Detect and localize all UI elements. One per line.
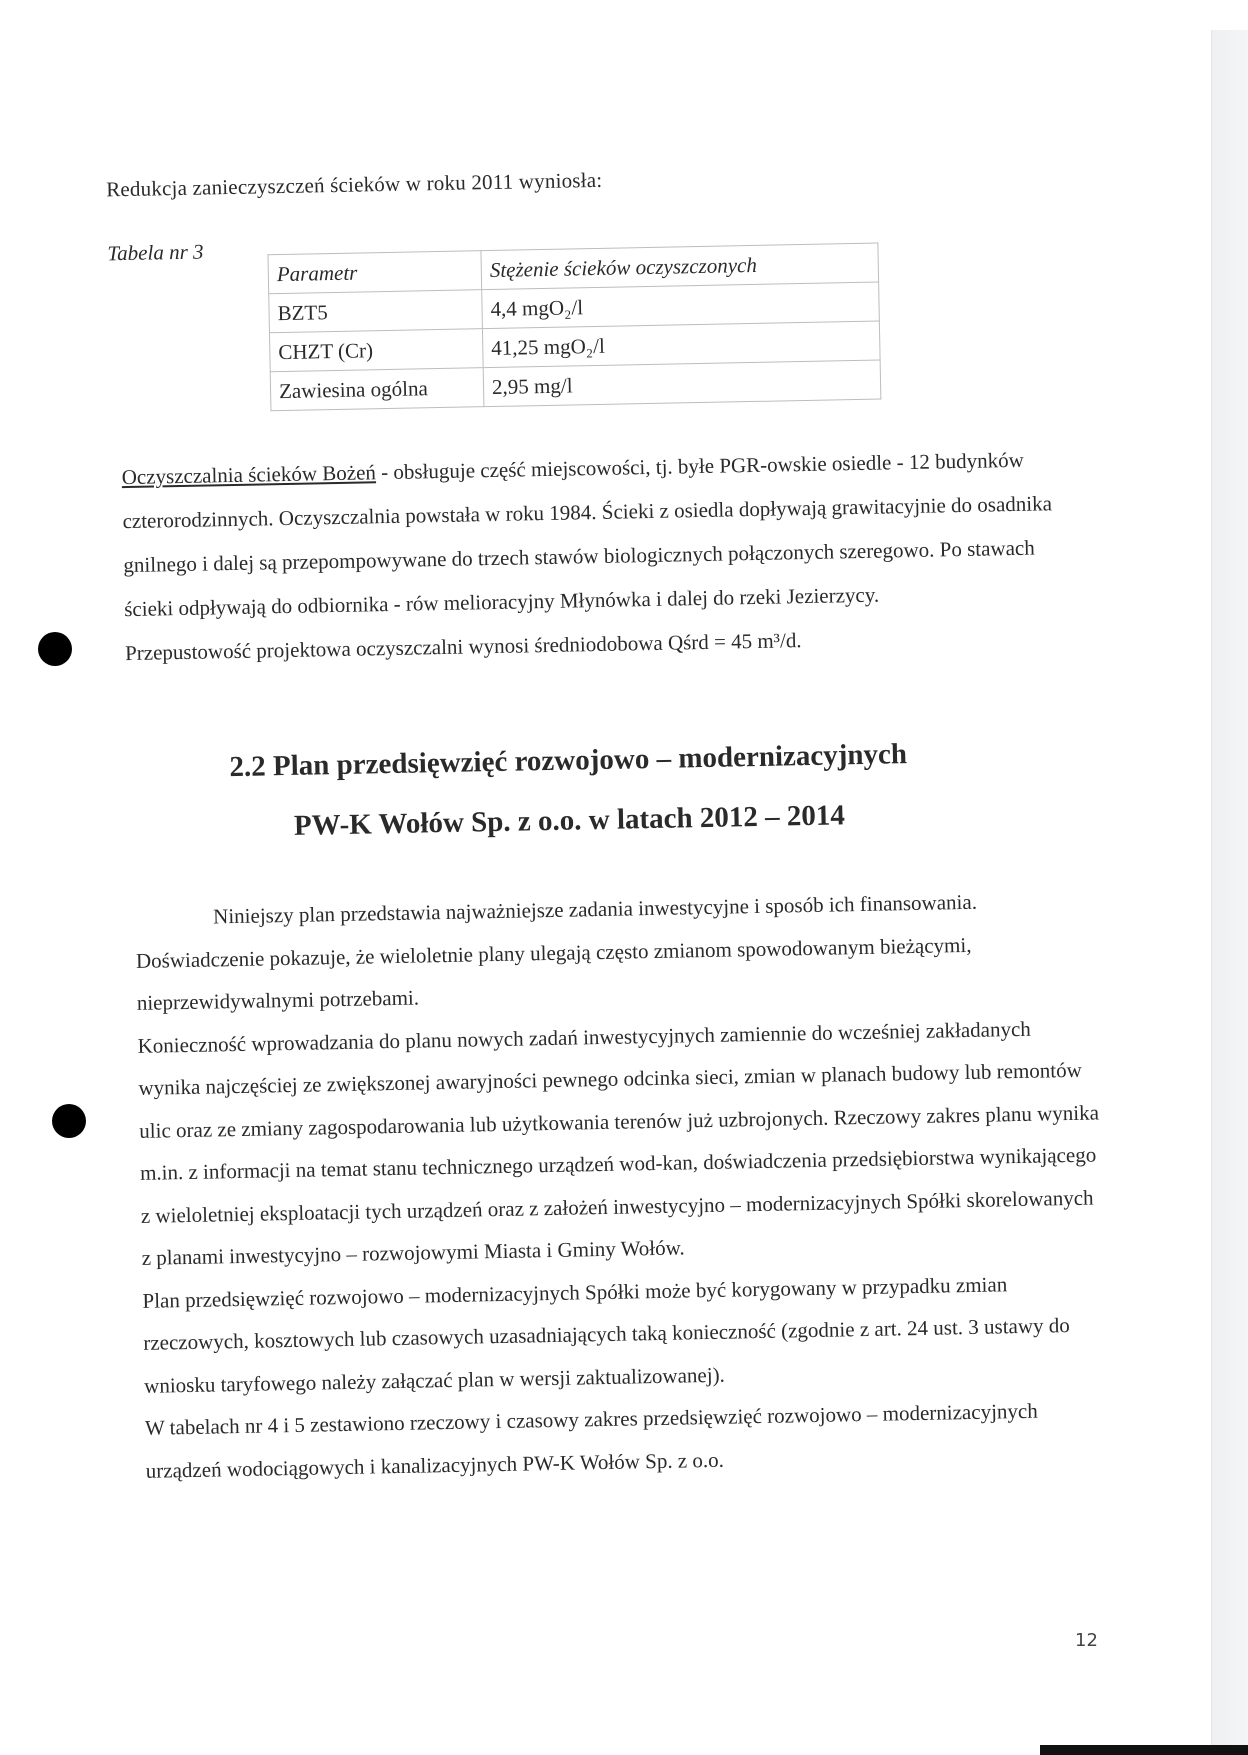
table-cell-parameter: BZT5 [269,290,483,333]
table-cell-value: 41,25 mgO₂/l [482,321,880,368]
plant-name: Oczyszczalnia ścieków Bożeń [121,460,377,490]
table-cell-parameter: CHZT (Cr) [269,329,483,372]
plant-capacity: Przepustowość projektowa oczyszczalni wynosi średniodobowa Qśrd = 45 m³/d. [124,628,802,666]
paragraph: Konieczność wprowadzania do planu nowych zadań inwestycyjnych zamiennie do wcześniej zakładanych wynika najczęściej ze zwiększonej awaryjności pewnego odcinka sieci, zmian w planach budowy lub remontów ulic oraz ze zmiany zagospodarowania lub użytkowania terenów już uzbrojonych. Rzeczowy zakres planu wynika m.in. z informacji na temat stanu technicznego urządzeń wod-kan, doświadczenia przedsiębiorstwa wynikającego z wieloletniej eksploatacji tych urządzeń oraz z założeń inwestycyjno – modernizacyjnych Spółki skorelowanych z planami inwestycyjno – rozwojowymi Miasta i Gminy Wołów. [137,1016,1100,1270]
table-cell-value: 4,4 mgO₂/l [482,282,880,329]
paragraph: Plan przedsięwzięć rozwojowo – modernizacyjnych Spółki może być korygowany w przypadku zmian rzeczowych, kosztowych lub czasowych uzasadniających taką konieczność (zgodnie z art. 24 ust. 3 ustawy do wniosku taryfowego należy załączać plan w wersji zaktualizowanej). [142,1271,1070,1398]
parameters-table [267,243,881,412]
header-parameter: Parametr [268,251,482,294]
paragraph: W tabelach nr 4 i 5 zestawiono rzeczowy i czasowy zakres przedsięwzięć rozwojowo – modernizacyjnych urządzeń wodociągowych i kanalizacyjnych PW-K Wołów Sp. z o.o. [144,1398,1038,1483]
header-concentration: Stężenie ścieków oczyszczonych [481,243,879,290]
intro-text: Redukcja zanieczyszczeń ścieków w roku 2011 wyniosła: [105,167,603,202]
table-cell-value: 2,95 mg/l [483,360,881,407]
section-heading-line2: PW-K Wołów Sp. z o.o. w latach 2012 – 2014 [293,799,846,842]
table-cell-parameter: Zawiesina ogólna [270,368,484,411]
scan-bottom-edge [1040,1745,1248,1755]
plan-description [135,879,1106,1492]
treatment-plant-description [121,437,1085,675]
section-heading-line1: 2.2 Plan przedsięwzięć rozwojowo – modernizacyjnych [229,738,908,784]
plant-description-body: - obsługuje część miejscowości, tj. byłe PGR-owskie osiedle - 12 budynków czterorodzinnych. Oczyszczalnia powstała w roku 1984. Ścieki z osiedla dopływają grawitacyjnie do osadnika gnilnego i dalej są przepompowywane do trzech stawów biologicznych połączonych szeregowo. Po stawach ścieki odpływają do odbiornika - rów melioracyjny Młynówka i dalej do rzeki Jezierzycy. [122,447,1053,622]
paragraph: Niniejszy plan przedstawia najważniejsze zadania inwestycyjne i sposób ich finansowania. Doświadczenie pokazuje, że wieloletnie plany ulegają często zmianom spowodowanym bieżącymi, nieprzewidywalnymi potrzebami. [135,889,978,1015]
section-heading [0,718,1248,862]
table-caption: Tabela nr 3 [107,239,204,266]
page-number: 12 [1075,1630,1098,1651]
